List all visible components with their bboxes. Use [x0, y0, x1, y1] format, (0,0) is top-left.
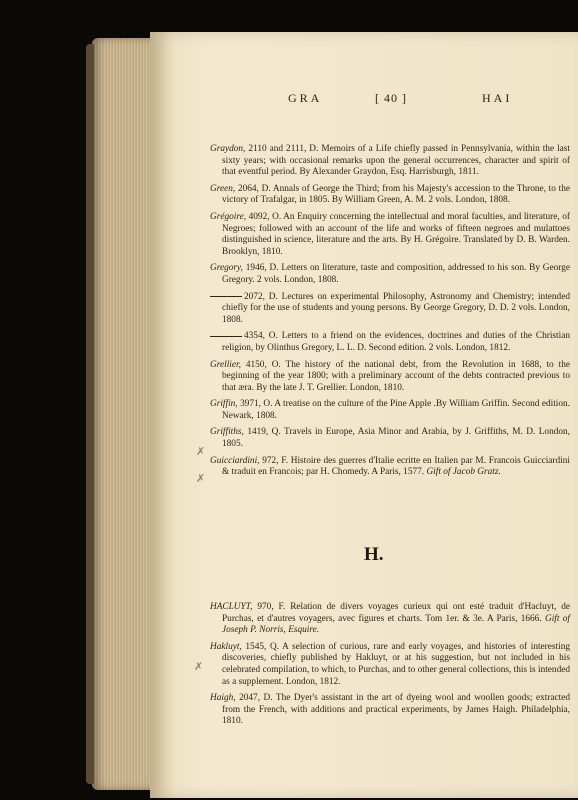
entries-h	[210, 602, 570, 733]
pencil-mark: ✗	[196, 472, 206, 485]
catalogue-entry: HACLUYT, 970, F. Relation de divers voyages curieux qui ont esté traduit d'Hacluyt, de Purchas, et d'autres voyagers, avec figures et charts. Tom 1er. & 3e. A Paris, 1666. Gift of Joseph P. Norris, Esquire.	[210, 602, 570, 636]
page-edges	[92, 38, 154, 790]
ditto-dash	[210, 296, 242, 297]
header-right: HAI	[482, 91, 513, 105]
catalogue-entry: Griffiths, 1419, Q. Travels in Europe, Asia Minor and Arabia, by J. Griffiths, M. D. London, 1805.	[210, 427, 571, 450]
catalogue-entry: Hakluyt, 1545, Q. A selection of curious, rare and early voyages, and histories of interesting discoveries, chiefly published by Hakluyt, or at his suggestion, but not included in his celebrated compilation, to which, to Purchas, and to other general collections, this is intended as a supplement. London, 1812.	[210, 641, 570, 687]
entries-g	[210, 144, 570, 484]
pencil-mark: ✗	[196, 445, 206, 458]
catalogue-page	[150, 32, 578, 798]
running-header	[150, 91, 578, 109]
gift-note: Gift of Joseph P. Norris, Esquire.	[222, 613, 570, 636]
header-left: GRA	[288, 91, 323, 105]
pencil-mark: ✗	[194, 660, 204, 673]
page-number: [ 40 ]	[375, 91, 407, 105]
catalogue-entry: Griffin, 3971, O. A treatise on the culture of the Pine Apple .By William Griffin. Second edition. Newark, 1808.	[210, 399, 570, 421]
catalogue-entry: Grégoire, 4092, O. An Enquiry concerning the intellectual and moral faculties, and literature, of Negroes; followed with an account of the life and works of fifteen negroes and mulattoes distinguished in science, literature and the arts. By H. Grégoire. Translated by D. B. Warden. Brooklyn, 1810.	[210, 211, 570, 257]
ditto-dash	[210, 336, 242, 337]
catalogue-entry: Graydon, 2110 and 2111, D. Memoirs of a Life chiefly passed in Pennsylvania, within the last sixty years; with occasional remarks upon the general occurrences, character and spirit of that eventful period. By Alexander Graydon, Esq. Harrisburgh, 1811.	[210, 144, 570, 178]
catalogue-entry: Grellier, 4150, O. The history of the national debt, from the Revolution in 1688, to the beginning of the year 1800; with a preliminary account of the debts contracted previous to that æra. By the late J. T. Grellier. London, 1810.	[210, 359, 570, 393]
catalogue-entry: Guicciardini, 972, F. Histoire des guerres d'Italie ecritte en Italien par M. Francois Guicciardini & traduit en Francois; par H. Chomedy. A Paris, 1577. Gift of Jacob Gratz.	[210, 455, 570, 478]
gift-note: Gift of Jacob Gratz.	[426, 467, 501, 478]
catalogue-entry: Green, 2064, D. Annals of George the Third; from his Majesty's accession to the Throne, to the victory of Trafalgar, in 1805. By William Green, A. M. 2 vols. London, 1808.	[210, 183, 570, 206]
catalogue-entry: Gregory, 1946, D. Letters on literature, taste and composition, addressed to his son. By George Gregory. 2 vols. London, 1808.	[210, 263, 570, 285]
book-scan	[92, 30, 578, 800]
section-heading: H.	[364, 544, 384, 565]
catalogue-entry: Haigh, 2047, D. The Dyer's assistant in the art of dyeing wool and woollen goods; extracted from the French, with additions and practical experiments, by James Haigh. Philadelphia, 1810.	[210, 693, 571, 727]
catalogue-entry: 4354, O. Letters to a friend on the evidences, doctrines and duties of the Christian religion, by Olinthus Gregory, L. L. D. Second edition. 2 vols. London, 1812.	[210, 331, 570, 354]
catalogue-entry: 2072, D. Lectures on experimental Philosophy, Astronomy and Chemistry; intended chiefly for the use of students and young persons. By George Gregory, D. D. 2 vols. London, 1808.	[210, 292, 570, 327]
